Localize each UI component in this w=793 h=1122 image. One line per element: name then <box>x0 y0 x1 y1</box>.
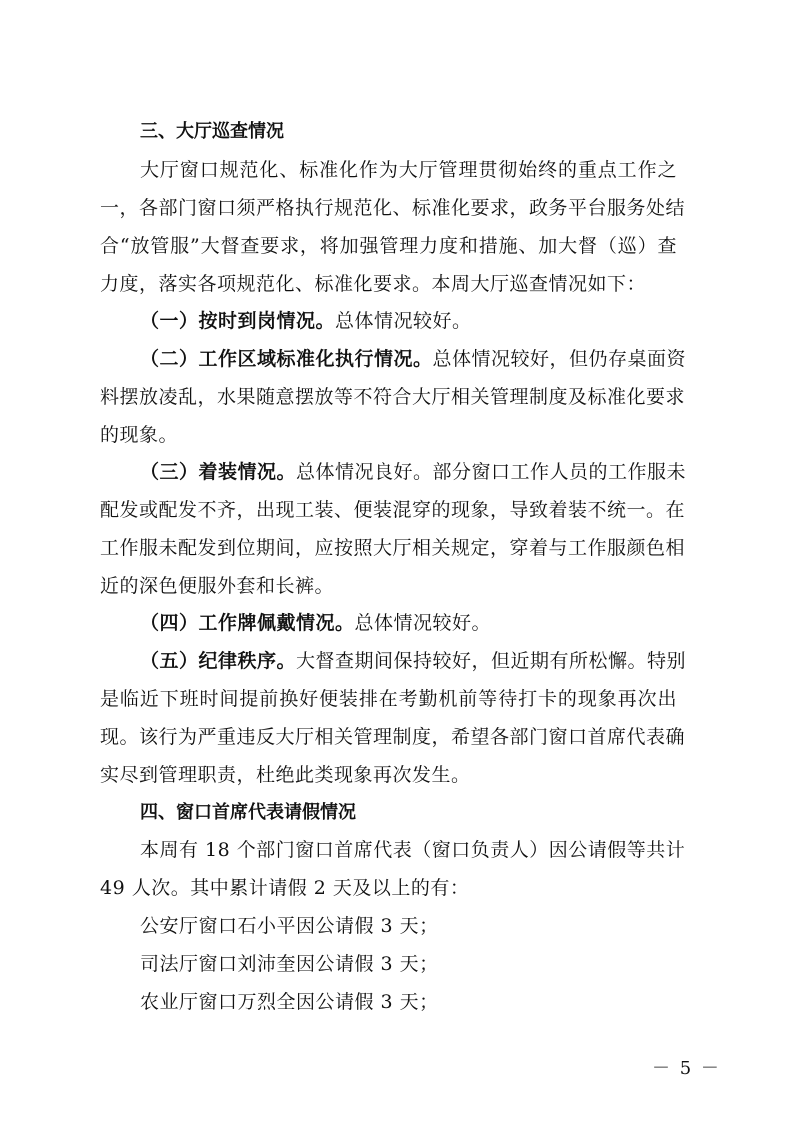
paragraph-line: 实尽到管理职责，杜绝此类现象再次发生。 <box>100 764 471 786</box>
item-label: （一）按时到岗情况。 <box>140 310 336 332</box>
inspection-item-2 <box>140 347 687 371</box>
item-label: （四）工作牌佩戴情况。 <box>140 612 355 634</box>
item-text: 总体情况较好。 <box>335 310 472 332</box>
item-label: （二）工作区域标准化执行情况。 <box>140 348 433 370</box>
paragraph-line: 大厅窗口规范化、标准化作为大厅管理贯彻始终的重点工作之 <box>140 159 677 181</box>
leave-list-item: 公安厅窗口石小平因公请假 3 天； <box>140 915 439 937</box>
paragraph-line: 配发或配发不齐，出现工装、便装混穿的现象，导致着装不统一。在 <box>100 499 686 521</box>
inspection-item-4 <box>140 611 491 635</box>
page-number: － 5 － <box>652 1058 721 1079</box>
paragraph-line: 料摆放凌乱，水果随意摆放等不符合大厅相关管理制度及标准化要求 <box>100 386 686 408</box>
item-text: 总体情况较好。 <box>354 612 492 634</box>
paragraph-line: 合“放管服”大督查要求，将加强管理力度和措施、加大督（巡）查 <box>100 235 677 257</box>
paragraph-line: 本周有 18 个部门窗口首席代表（窗口负责人）因公请假等共计 <box>140 839 686 861</box>
paragraph-line: 一，各部门窗口须严格执行规范化、标准化要求，政务平台服务处结 <box>100 197 686 219</box>
item-label: （五）纪律秩序。 <box>140 650 297 672</box>
paragraph-line: 现。该行为严重违反大厅相关管理制度，希望各部门窗口首席代表确 <box>100 726 686 748</box>
paragraph-line: 49 人次。其中累计请假 2 天及以上的有： <box>100 877 470 899</box>
leave-list-item: 司法厅窗口刘沛奎因公请假 3 天； <box>140 953 439 975</box>
inspection-item-5 <box>140 649 687 673</box>
item-text: 总体情况良好。部分窗口工作人员的工作服未 <box>296 461 687 483</box>
paragraph-line: 力度，落实各项规范化、标准化要求。本周大厅巡查情况如下： <box>100 273 647 295</box>
inspection-item-1 <box>140 309 472 333</box>
paragraph-line: 是临近下班时间提前换好便装排在考勤机前等待打卡的现象再次出 <box>100 688 677 710</box>
paragraph-line: 工作服未配发到位期间，应按照大厅相关规定，穿着与工作服颜色相 <box>100 537 686 559</box>
item-label: （三）着装情况。 <box>140 461 297 483</box>
section-3-heading: 三、大厅巡查情况 <box>140 121 284 142</box>
item-text: 总体情况较好，但仍存桌面资 <box>432 348 687 370</box>
inspection-item-3 <box>140 460 687 484</box>
section-4-heading: 四、窗口首席代表请假情况 <box>140 802 356 823</box>
paragraph-line: 近的深色便服外套和长裤。 <box>100 575 335 597</box>
leave-list-item: 农业厅窗口万烈全因公请假 3 天； <box>140 991 439 1013</box>
paragraph-line: 的现象。 <box>100 424 179 446</box>
item-text: 大督查期间保持较好，但近期有所松懈。特别 <box>296 650 687 672</box>
